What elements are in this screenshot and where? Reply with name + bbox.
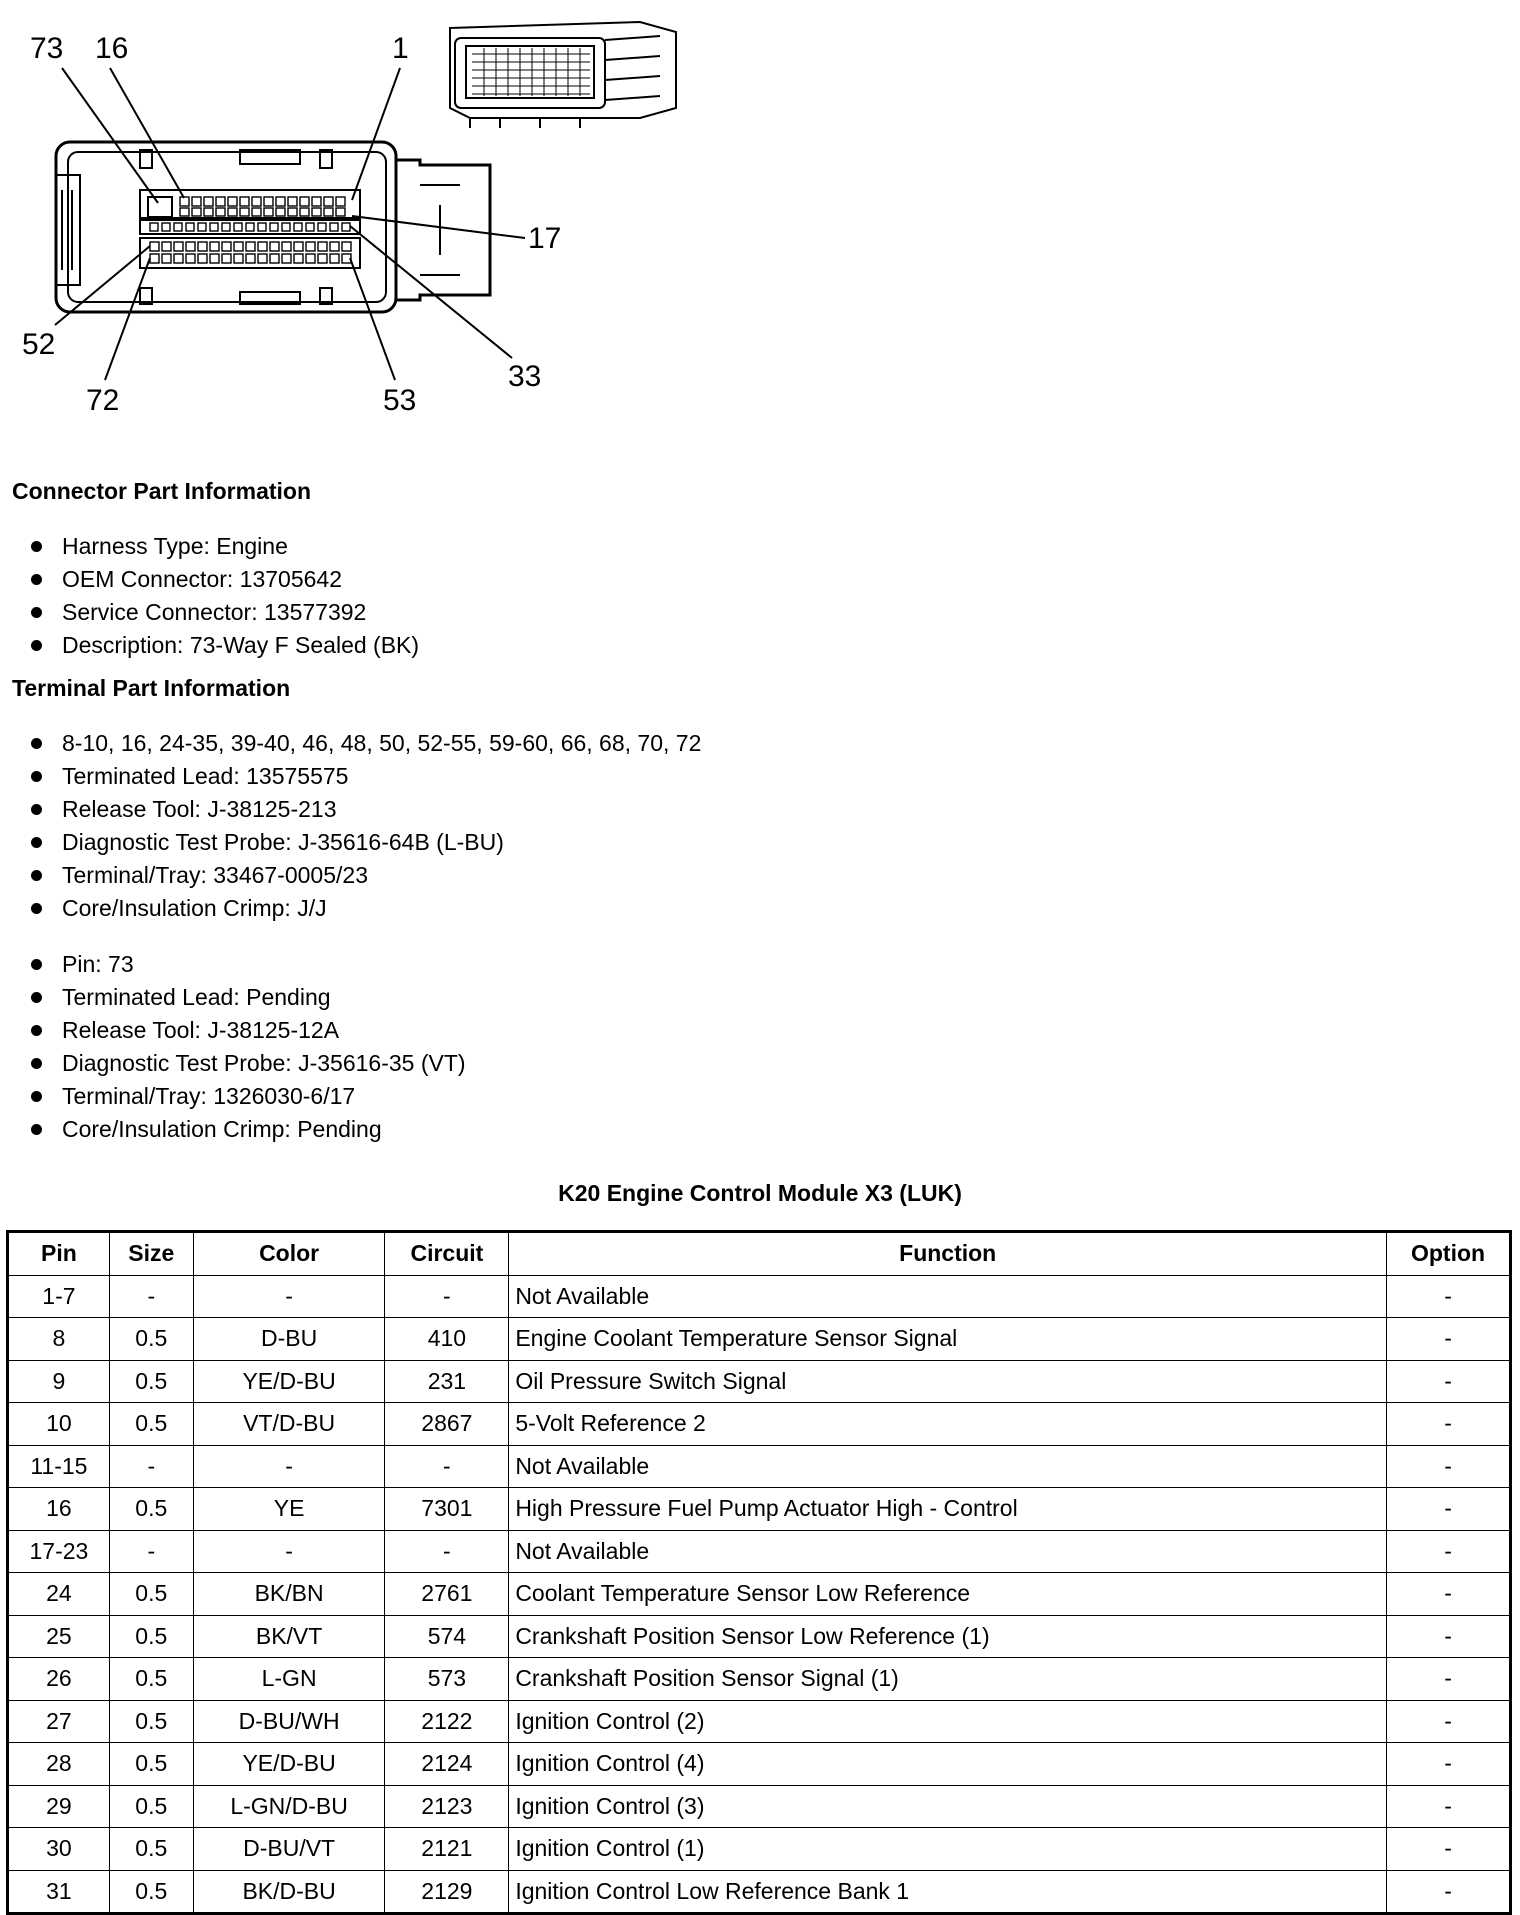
table-row: [8, 1445, 1511, 1488]
cell-circuit: 2121: [385, 1828, 509, 1871]
list-item: Core/Insulation Crimp: J/J: [28, 892, 701, 925]
list-item: Diagnostic Test Probe: J-35616-35 (VT): [28, 1047, 466, 1080]
cell-function: Ignition Control (4): [509, 1743, 1387, 1786]
table-row: [8, 1530, 1511, 1573]
table-title: K20 Engine Control Module X3 (LUK): [558, 1180, 962, 1206]
cell-function: Ignition Control (2): [509, 1700, 1387, 1743]
column-header-size: Size: [109, 1232, 193, 1276]
cell-pin: 9: [8, 1360, 110, 1403]
cell-option: -: [1387, 1275, 1511, 1318]
cell-option: -: [1387, 1615, 1511, 1658]
cell-function: Engine Coolant Temperature Sensor Signal: [509, 1318, 1387, 1361]
pin-label-73: 73: [30, 32, 64, 65]
column-header-function: Function: [509, 1232, 1387, 1276]
cell-color: BK/D-BU: [193, 1870, 385, 1914]
cell-circuit: 2122: [385, 1700, 509, 1743]
cell-circuit: 410: [385, 1318, 509, 1361]
cell-circuit: -: [385, 1445, 509, 1488]
list-item: Description: 73-Way F Sealed (BK): [28, 629, 419, 662]
cell-color: -: [193, 1530, 385, 1573]
terminal-info-group-1: [28, 727, 701, 925]
cell-function: Crankshaft Position Sensor Signal (1): [509, 1658, 1387, 1701]
cell-function: 5-Volt Reference 2: [509, 1403, 1387, 1446]
column-header-circuit: Circuit: [385, 1232, 509, 1276]
cell-circuit: 231: [385, 1360, 509, 1403]
table-header-row: [8, 1232, 1511, 1276]
cell-pin: 10: [8, 1403, 110, 1446]
pinout-table: [6, 1230, 1512, 1915]
pin-label-52: 52: [22, 328, 56, 361]
list-item: Release Tool: J-38125-12A: [28, 1014, 466, 1047]
list-item: OEM Connector: 13705642: [28, 563, 419, 596]
cell-color: BK/BN: [193, 1573, 385, 1616]
cell-option: -: [1387, 1573, 1511, 1616]
table-row: [8, 1488, 1511, 1531]
list-item: Pin: 73: [28, 948, 466, 981]
cell-pin: 31: [8, 1870, 110, 1914]
cell-size: 0.5: [109, 1360, 193, 1403]
cell-size: 0.5: [109, 1488, 193, 1531]
pin-label-53: 53: [383, 384, 417, 417]
pin-label-16: 16: [95, 32, 129, 65]
terminal-info-heading: Terminal Part Information: [12, 675, 291, 701]
cell-pin: 28: [8, 1743, 110, 1786]
cell-color: BK/VT: [193, 1615, 385, 1658]
cell-size: 0.5: [109, 1573, 193, 1616]
list-item: 8-10, 16, 24-35, 39-40, 46, 48, 50, 52-55, 59-60, 66, 68, 70, 72: [28, 727, 701, 760]
list-item: Terminal/Tray: 1326030-6/17: [28, 1080, 466, 1113]
cell-option: -: [1387, 1445, 1511, 1488]
cell-color: VT/D-BU: [193, 1403, 385, 1446]
pin-label-17: 17: [528, 222, 562, 255]
list-item: Service Connector: 13577392: [28, 596, 419, 629]
cell-circuit: 2867: [385, 1403, 509, 1446]
list-item: Core/Insulation Crimp: Pending: [28, 1113, 466, 1146]
table-row: [8, 1403, 1511, 1446]
cell-function: Oil Pressure Switch Signal: [509, 1360, 1387, 1403]
list-item: Terminal/Tray: 33467-0005/23: [28, 859, 701, 892]
table-body: [8, 1275, 1511, 1914]
cell-function: Not Available: [509, 1530, 1387, 1573]
pin-label-1: 1: [392, 32, 409, 65]
cell-function: Ignition Control (3): [509, 1785, 1387, 1828]
connector-info-list: [28, 530, 419, 662]
cell-size: 0.5: [109, 1743, 193, 1786]
table-row: [8, 1828, 1511, 1871]
cell-function: Ignition Control (1): [509, 1828, 1387, 1871]
cell-color: L-GN/D-BU: [193, 1785, 385, 1828]
table-row: [8, 1743, 1511, 1786]
cell-option: -: [1387, 1530, 1511, 1573]
cell-color: D-BU/WH: [193, 1700, 385, 1743]
cell-circuit: 573: [385, 1658, 509, 1701]
cell-function: Not Available: [509, 1445, 1387, 1488]
table-row: [8, 1275, 1511, 1318]
cell-pin: 27: [8, 1700, 110, 1743]
cell-function: Ignition Control Low Reference Bank 1: [509, 1870, 1387, 1914]
cell-size: 0.5: [109, 1700, 193, 1743]
cell-circuit: -: [385, 1530, 509, 1573]
cell-option: -: [1387, 1828, 1511, 1871]
cell-color: -: [193, 1275, 385, 1318]
connector-info-heading: Connector Part Information: [12, 478, 312, 504]
cell-size: 0.5: [109, 1785, 193, 1828]
cell-option: -: [1387, 1360, 1511, 1403]
cell-circuit: 7301: [385, 1488, 509, 1531]
cell-option: -: [1387, 1488, 1511, 1531]
pin-label-72: 72: [86, 384, 120, 417]
column-header-pin: Pin: [8, 1232, 110, 1276]
cell-size: 0.5: [109, 1658, 193, 1701]
cell-size: -: [109, 1275, 193, 1318]
pin-label-33: 33: [508, 360, 542, 393]
cell-color: YE/D-BU: [193, 1743, 385, 1786]
connector-diagram: [0, 0, 700, 440]
cell-pin: 24: [8, 1573, 110, 1616]
cell-circuit: 2123: [385, 1785, 509, 1828]
cell-color: D-BU/VT: [193, 1828, 385, 1871]
table-row: [8, 1573, 1511, 1616]
cell-size: -: [109, 1530, 193, 1573]
cell-size: 0.5: [109, 1870, 193, 1914]
cell-size: 0.5: [109, 1403, 193, 1446]
list-item: Release Tool: J-38125-213: [28, 793, 701, 826]
table-row: [8, 1318, 1511, 1361]
cell-option: -: [1387, 1870, 1511, 1914]
table-row: [8, 1615, 1511, 1658]
cell-pin: 30: [8, 1828, 110, 1871]
cell-option: -: [1387, 1743, 1511, 1786]
cell-function: High Pressure Fuel Pump Actuator High - Control: [509, 1488, 1387, 1531]
cell-color: D-BU: [193, 1318, 385, 1361]
cell-size: 0.5: [109, 1318, 193, 1361]
list-item: Diagnostic Test Probe: J-35616-64B (L-BU): [28, 826, 701, 859]
cell-function: Coolant Temperature Sensor Low Reference: [509, 1573, 1387, 1616]
cell-option: -: [1387, 1658, 1511, 1701]
cell-color: YE: [193, 1488, 385, 1531]
cell-color: -: [193, 1445, 385, 1488]
table-row: [8, 1785, 1511, 1828]
cell-size: -: [109, 1445, 193, 1488]
list-item: Terminated Lead: 13575575: [28, 760, 701, 793]
cell-circuit: 2129: [385, 1870, 509, 1914]
column-header-color: Color: [193, 1232, 385, 1276]
cell-pin: 29: [8, 1785, 110, 1828]
terminal-info-group-2: [28, 948, 466, 1146]
cell-pin: 11-15: [8, 1445, 110, 1488]
cell-circuit: -: [385, 1275, 509, 1318]
cell-circuit: 2124: [385, 1743, 509, 1786]
cell-option: -: [1387, 1403, 1511, 1446]
cell-color: YE/D-BU: [193, 1360, 385, 1403]
cell-pin: 25: [8, 1615, 110, 1658]
cell-size: 0.5: [109, 1828, 193, 1871]
cell-pin: 26: [8, 1658, 110, 1701]
cell-pin: 16: [8, 1488, 110, 1531]
cell-function: Crankshaft Position Sensor Low Reference (1): [509, 1615, 1387, 1658]
cell-circuit: 574: [385, 1615, 509, 1658]
list-item: Terminated Lead: Pending: [28, 981, 466, 1014]
column-header-option: Option: [1387, 1232, 1511, 1276]
cell-pin: 1-7: [8, 1275, 110, 1318]
table-row: [8, 1658, 1511, 1701]
list-item: Harness Type: Engine: [28, 530, 419, 563]
table-row: [8, 1870, 1511, 1914]
connector-drawing: [0, 0, 700, 440]
table-row: [8, 1360, 1511, 1403]
cell-pin: 8: [8, 1318, 110, 1361]
cell-option: -: [1387, 1318, 1511, 1361]
cell-circuit: 2761: [385, 1573, 509, 1616]
cell-color: L-GN: [193, 1658, 385, 1701]
cell-option: -: [1387, 1700, 1511, 1743]
cell-pin: 17-23: [8, 1530, 110, 1573]
cell-function: Not Available: [509, 1275, 1387, 1318]
cell-option: -: [1387, 1785, 1511, 1828]
table-row: [8, 1700, 1511, 1743]
cell-size: 0.5: [109, 1615, 193, 1658]
